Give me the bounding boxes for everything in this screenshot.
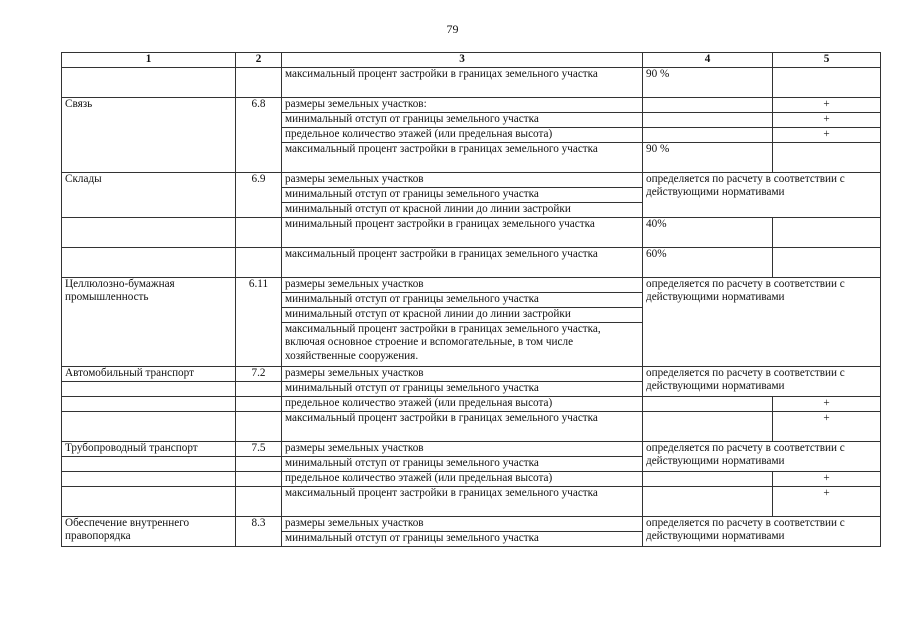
- value-cell: [643, 487, 773, 517]
- merged-value-cell: определяется по расчету в соответствии с действующими нормативами: [643, 367, 881, 397]
- code-cell: [236, 218, 282, 248]
- page-number: 79: [446, 22, 459, 36]
- table-row: [62, 487, 881, 517]
- use-type-cell: [62, 487, 236, 517]
- table-row: [62, 278, 881, 293]
- use-type-cell: [62, 472, 236, 487]
- value-cell: [643, 128, 773, 143]
- parameter-cell: размеры земельных участков: [282, 278, 643, 293]
- merged-value-cell: определяется по расчету в соответствии с действующими нормативами: [643, 442, 881, 472]
- mark-cell: [773, 68, 881, 98]
- column-header: 2: [236, 53, 282, 68]
- parameter-cell: максимальный процент застройки в границах земельного участка: [282, 248, 643, 278]
- code-cell: 6.9: [236, 173, 282, 218]
- table-row: [62, 397, 881, 412]
- value-cell: 90 %: [643, 68, 773, 98]
- use-type-cell: [62, 397, 236, 412]
- value-cell: [643, 412, 773, 442]
- parameter-cell: минимальный отступ от границы земельного участка: [282, 382, 643, 397]
- use-type-cell: Трубопроводный транспорт: [62, 442, 236, 457]
- parameter-cell: размеры земельных участков: [282, 442, 643, 457]
- code-cell: 6.11: [236, 278, 282, 367]
- use-type-cell: [62, 412, 236, 442]
- use-type-cell: [62, 457, 236, 472]
- parameter-cell: предельное количество этажей (или предельная высота): [282, 397, 643, 412]
- parameter-cell: минимальный отступ от красной линии до линии застройки: [282, 203, 643, 218]
- parameter-cell: размеры земельных участков: [282, 173, 643, 188]
- use-type-cell: Обеспечение внутреннего правопорядка: [62, 517, 236, 547]
- parameter-cell: максимальный процент застройки в границах земельного участка: [282, 68, 643, 98]
- parameter-cell: предельное количество этажей (или предельная высота): [282, 128, 643, 143]
- parameter-cell: размеры земельных участков: [282, 367, 643, 382]
- parameter-cell: максимальный процент застройки в границах земельного участка, включая основное строение и вспомогательные, в том числе хозяйственные сооружения.: [282, 323, 643, 367]
- mark-cell: +: [773, 412, 881, 442]
- table-row: [62, 367, 881, 382]
- code-cell: [236, 397, 282, 412]
- parameter-cell: максимальный процент застройки в границах земельного участка: [282, 412, 643, 442]
- use-type-cell: [62, 218, 236, 248]
- mark-cell: +: [773, 113, 881, 128]
- table-row: [62, 218, 881, 248]
- code-cell: 8.3: [236, 517, 282, 547]
- mark-cell: [773, 218, 881, 248]
- header-row: [62, 53, 881, 68]
- code-cell: [236, 457, 282, 472]
- value-cell: 90 %: [643, 143, 773, 173]
- table-row: [62, 412, 881, 442]
- code-cell: 7.2: [236, 367, 282, 382]
- code-cell: [236, 382, 282, 397]
- mark-cell: +: [773, 397, 881, 412]
- table-row: [62, 98, 881, 113]
- code-cell: [236, 68, 282, 98]
- code-cell: [236, 472, 282, 487]
- mark-cell: [773, 248, 881, 278]
- value-cell: 40%: [643, 218, 773, 248]
- code-cell: [236, 412, 282, 442]
- mark-cell: [773, 143, 881, 173]
- table-row: [62, 442, 881, 457]
- merged-value-cell: определяется по расчету в соответствии с действующими нормативами: [643, 278, 881, 367]
- table-row: [62, 248, 881, 278]
- mark-cell: +: [773, 128, 881, 143]
- use-type-cell: [62, 68, 236, 98]
- code-cell: 7.5: [236, 442, 282, 457]
- table-row: [62, 173, 881, 188]
- value-cell: [643, 98, 773, 113]
- mark-cell: +: [773, 98, 881, 113]
- value-cell: [643, 472, 773, 487]
- parameter-cell: минимальный отступ от границы земельного участка: [282, 293, 643, 308]
- parameter-cell: максимальный процент застройки в границах земельного участка: [282, 143, 643, 173]
- parameter-cell: минимальный процент застройки в границах земельного участка: [282, 218, 643, 248]
- column-header: 5: [773, 53, 881, 68]
- use-type-cell: Связь: [62, 98, 236, 173]
- parameter-cell: минимальный отступ от границы земельного участка: [282, 532, 643, 547]
- value-cell: 60%: [643, 248, 773, 278]
- code-cell: [236, 487, 282, 517]
- parameter-cell: минимальный отступ от границы земельного участка: [282, 188, 643, 203]
- column-header: 1: [62, 53, 236, 68]
- parameter-cell: минимальный отступ от границы земельного участка: [282, 113, 643, 128]
- parameter-cell: максимальный процент застройки в границах земельного участка: [282, 487, 643, 517]
- column-header: 3: [282, 53, 643, 68]
- parameter-cell: предельное количество этажей (или предельная высота): [282, 472, 643, 487]
- parameter-cell: минимальный отступ от границы земельного участка: [282, 457, 643, 472]
- table-row: [62, 68, 881, 98]
- value-cell: [643, 397, 773, 412]
- table-row: [62, 517, 881, 532]
- parameter-cell: размеры земельных участков: [282, 517, 643, 532]
- value-cell: [643, 113, 773, 128]
- code-cell: 6.8: [236, 98, 282, 173]
- parameter-cell: минимальный отступ от красной линии до линии застройки: [282, 308, 643, 323]
- regulations-table: [61, 52, 881, 547]
- use-type-cell: [62, 382, 236, 397]
- use-type-cell: Автомобильный транспорт: [62, 367, 236, 382]
- table-row: [62, 472, 881, 487]
- use-type-cell: Целлюлозно-бумажная промышленность: [62, 278, 236, 367]
- use-type-cell: [62, 248, 236, 278]
- mark-cell: +: [773, 472, 881, 487]
- mark-cell: +: [773, 487, 881, 517]
- merged-value-cell: определяется по расчету в соответствии с действующими нормативами: [643, 173, 881, 218]
- merged-value-cell: определяется по расчету в соответствии с действующими нормативами: [643, 517, 881, 547]
- column-header: 4: [643, 53, 773, 68]
- parameter-cell: размеры земельных участков:: [282, 98, 643, 113]
- use-type-cell: Склады: [62, 173, 236, 218]
- code-cell: [236, 248, 282, 278]
